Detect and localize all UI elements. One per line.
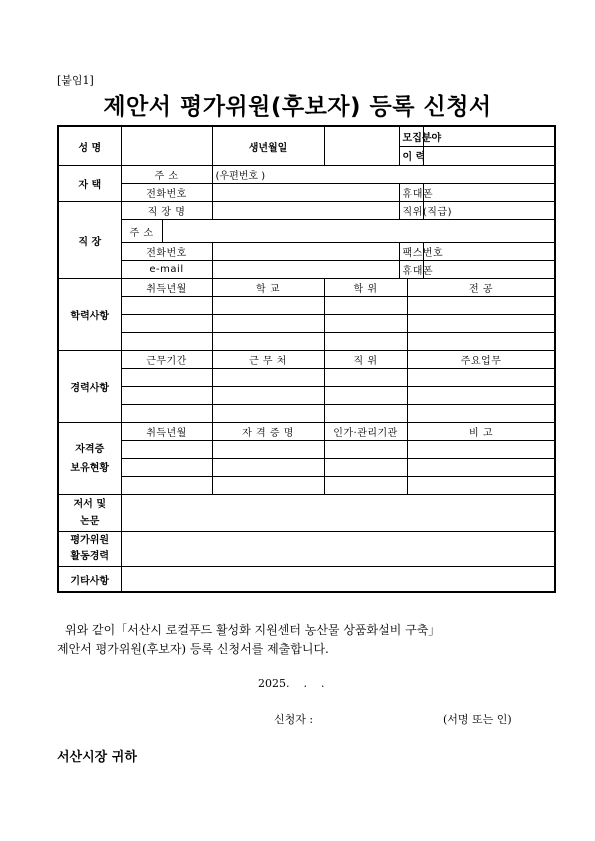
education-label: 학력사항 xyxy=(58,279,121,351)
work-company-input[interactable] xyxy=(212,202,399,220)
papers-label xyxy=(58,495,121,532)
home-mobile-label: 휴대폰 xyxy=(399,184,423,202)
birth-input[interactable] xyxy=(324,126,399,166)
career-input[interactable] xyxy=(423,146,555,166)
home-address-input[interactable]: (우편번호 ) xyxy=(212,166,555,184)
papers-label-line2: 논문 xyxy=(80,516,100,527)
certs-header: 비 고 xyxy=(407,423,555,441)
eval-label-line1: 평가위원 xyxy=(70,535,110,546)
date-line: 2025. . . xyxy=(258,677,325,690)
etc-label: 기타사항 xyxy=(58,567,121,593)
home-label: 자 택 xyxy=(58,166,121,202)
home-address-label: 주 소 xyxy=(121,166,212,184)
eval-label-line2: 활동경력 xyxy=(70,551,110,562)
career-header: 근 무 처 xyxy=(212,351,324,369)
certs-label-line1: 자격증 xyxy=(75,443,105,455)
work-phone-label: 전화번호 xyxy=(121,243,212,261)
name-label: 성 명 xyxy=(58,126,121,166)
career-history-label: 경력사항 xyxy=(58,351,121,423)
statement-line2: 제안서 평가위원(후보자) 등록 신청서를 제출합니다. xyxy=(57,642,329,656)
work-mobile-input[interactable] xyxy=(423,261,555,279)
education-header: 취득년월 xyxy=(121,279,212,297)
statement-line1: 위와 같이「서산시 로컬푸드 활성화 지원센터 농산물 상품화설비 구축」 xyxy=(65,623,441,637)
certs-label xyxy=(58,423,121,495)
work-address-label: 주 소 xyxy=(121,220,162,243)
education-header: 전 공 xyxy=(407,279,555,297)
career-row[interactable] xyxy=(58,387,555,405)
certs-header: 인가·관리기관 xyxy=(324,423,407,441)
certs-row[interactable] xyxy=(58,477,555,495)
birth-label: 생년월일 xyxy=(212,126,324,166)
education-row[interactable] xyxy=(58,315,555,333)
eval-input[interactable] xyxy=(121,532,555,567)
career-header: 직 위 xyxy=(324,351,407,369)
education-row[interactable] xyxy=(58,297,555,315)
work-phone-input[interactable] xyxy=(212,243,399,261)
field-input[interactable] xyxy=(423,126,555,146)
work-company-label: 직 장 명 xyxy=(121,202,212,220)
education-header: 학 교 xyxy=(212,279,324,297)
home-mobile-input[interactable] xyxy=(423,184,555,202)
career-header: 주요업무 xyxy=(407,351,555,369)
work-fax-label: 팩스번호 xyxy=(399,243,423,261)
field-label: 모집분야 xyxy=(399,126,423,146)
work-mobile-label: 휴대폰 xyxy=(399,261,423,279)
papers-input[interactable] xyxy=(121,495,555,532)
home-phone-input[interactable] xyxy=(212,184,399,202)
certs-header: 자 격 증 명 xyxy=(212,423,324,441)
career-row[interactable] xyxy=(58,369,555,387)
career-row[interactable] xyxy=(58,405,555,423)
certs-header: 취득년월 xyxy=(121,423,212,441)
work-position-label: 직위(직급) xyxy=(399,202,423,220)
statement-paragraph xyxy=(57,621,547,659)
applicant-label: 신청자 : xyxy=(274,713,314,726)
name-input[interactable] xyxy=(121,126,212,166)
education-row[interactable] xyxy=(58,333,555,351)
etc-input[interactable] xyxy=(121,567,555,593)
certs-label-line2: 보유현황 xyxy=(70,462,110,474)
form-title: 제안서 평가위원(후보자) 등록 신청서 xyxy=(103,94,492,120)
eval-label xyxy=(58,532,121,567)
work-label: 직 장 xyxy=(58,202,121,279)
certs-row[interactable] xyxy=(58,459,555,477)
work-email-label: e-mail xyxy=(121,261,212,279)
addressee: 서산시장 귀하 xyxy=(57,750,137,765)
signature-label: (서명 또는 인) xyxy=(443,713,512,726)
work-address-input[interactable] xyxy=(162,220,555,243)
attachment-label: [붙임1] xyxy=(57,74,94,87)
home-phone-label: 전화번호 xyxy=(121,184,212,202)
registration-form-table xyxy=(57,125,556,593)
papers-label-line1: 저서 및 xyxy=(73,499,106,510)
education-header: 학 위 xyxy=(324,279,407,297)
certs-row[interactable] xyxy=(58,441,555,459)
career-label: 이 력 xyxy=(399,146,423,166)
career-header: 근무기간 xyxy=(121,351,212,369)
work-email-input[interactable] xyxy=(212,261,399,279)
